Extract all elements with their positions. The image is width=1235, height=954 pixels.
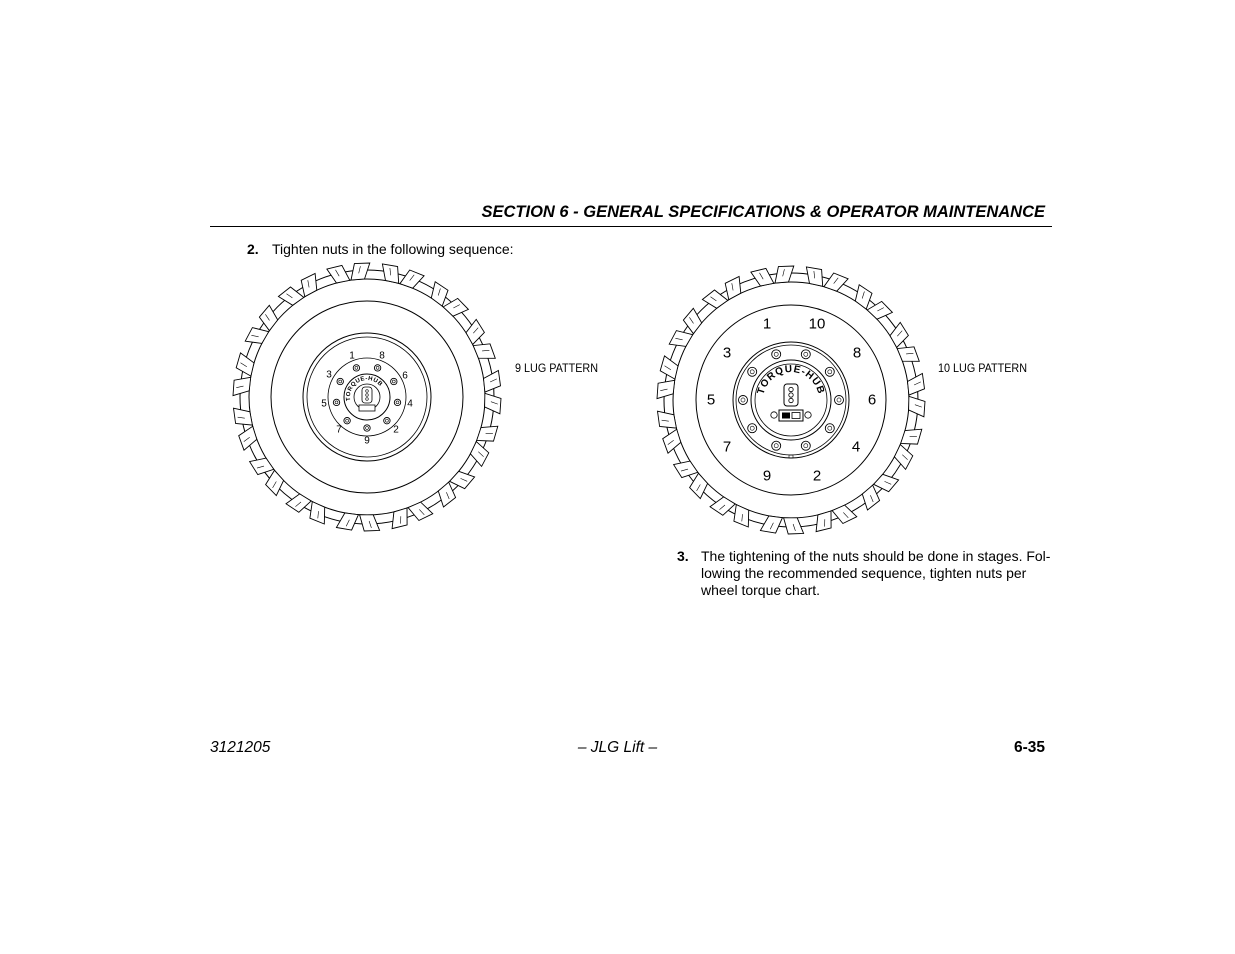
tread-lug — [351, 263, 370, 280]
tread-lug — [466, 319, 484, 344]
sequence-label: 5 — [321, 398, 327, 410]
tread-lug — [310, 502, 325, 524]
tread-lug — [855, 285, 872, 309]
step-number: 2. — [247, 241, 259, 257]
lug-nut — [344, 418, 350, 424]
tread-lug — [431, 282, 448, 306]
lug-nut — [394, 399, 400, 405]
tread-lug — [909, 396, 925, 417]
step-number: 3. — [677, 548, 689, 564]
lug-nut — [748, 367, 757, 376]
tread-lug — [669, 331, 693, 347]
lug-nut — [384, 418, 390, 424]
hub-plate-mark — [782, 413, 790, 419]
tread-lug — [663, 429, 681, 453]
figure-label-9-lug: 9 LUG PATTERN — [515, 361, 599, 375]
tread-lug — [473, 344, 495, 359]
lug-nut — [825, 424, 834, 433]
tread-lug — [477, 426, 498, 441]
tread-lug — [438, 482, 455, 507]
tread-lug — [239, 426, 257, 450]
lug-nut — [772, 441, 781, 450]
lug-nut — [374, 365, 380, 371]
step-text: Tighten nuts in the following sequence: — [272, 241, 514, 257]
tread-lug — [824, 273, 848, 291]
sequence-label: 3 — [326, 369, 332, 381]
hub-slot — [362, 387, 372, 403]
tread-lug — [862, 485, 879, 510]
tread-lug — [725, 277, 741, 300]
sequence-label: 6 — [867, 391, 877, 409]
tread-lug — [874, 474, 899, 491]
tread-lug — [392, 508, 407, 529]
section-title: SECTION 6 - GENERAL SPECIFICATIONS & OPERATOR MAINTENANCE — [481, 203, 1045, 221]
step-text — [701, 548, 1050, 599]
sequence-label: 7 — [722, 438, 732, 456]
sequence-label: 2 — [812, 467, 822, 485]
tread-lug — [443, 298, 468, 316]
lug-nut — [364, 425, 370, 431]
sequence-label: 7 — [336, 424, 342, 436]
sequence-label: 3 — [722, 344, 732, 362]
hub-plate — [359, 405, 375, 411]
lug-nut — [739, 396, 748, 405]
tread-lug — [470, 442, 488, 467]
page-number: 6-35 — [1013, 739, 1045, 756]
tread-lug — [734, 505, 749, 527]
tread-lug — [901, 429, 922, 444]
tread-lug — [894, 445, 912, 470]
lug-nut — [825, 367, 834, 376]
lug-nut — [772, 350, 781, 359]
lug-nut — [801, 441, 810, 450]
tread-lug — [897, 347, 919, 362]
tread-lug — [867, 301, 892, 319]
lug-nut — [337, 378, 343, 384]
sequence-label: 2 — [393, 424, 399, 436]
tread-lug — [485, 393, 501, 414]
document-number: 3121205 — [210, 739, 271, 756]
tread-lug — [245, 328, 269, 344]
lug-nut — [748, 424, 757, 433]
tread-lug — [816, 511, 831, 532]
step-text-line: lowing the recommended sequence, tighten nuts per — [701, 565, 1027, 581]
tread-lug — [832, 505, 857, 523]
tread-lug — [760, 516, 782, 533]
tread-lug — [690, 473, 708, 498]
tread-lug — [890, 322, 908, 347]
sequence-label: 5 — [706, 391, 716, 409]
tread-lug — [301, 274, 317, 297]
tread-lug — [674, 461, 698, 478]
sequence-label: 4 — [851, 438, 861, 456]
sequence-label: 6 — [402, 370, 408, 382]
sequence-label: 8 — [852, 344, 862, 362]
sequence-label: 8 — [379, 350, 385, 362]
tread-lug — [775, 266, 794, 283]
sequence-label: 9 — [762, 467, 772, 485]
wheel-9-lug-diagram — [227, 257, 507, 537]
hub-screw — [771, 412, 777, 418]
tread-lug — [236, 353, 254, 376]
step-text-line: wheel torque chart. — [701, 582, 821, 598]
hub-screw — [805, 412, 811, 418]
figure-label-10-lug: 10 LUG PATTERN — [938, 361, 1028, 375]
hub-brand-logo: TORQUE-HUB — [755, 363, 827, 396]
lug-nut — [835, 396, 844, 405]
sequence-label: 4 — [407, 398, 413, 410]
sequence-label: 10 — [808, 315, 826, 333]
tread-lug — [266, 470, 284, 495]
step-text-line: The tightening of the nuts should be done in stages. Fol- — [701, 548, 1051, 564]
tread-lug — [450, 471, 475, 488]
tread-lug — [660, 356, 678, 379]
tread-lug — [336, 513, 358, 530]
tread-lug — [250, 458, 274, 475]
lug-nut — [391, 378, 397, 384]
sequence-label: 1 — [349, 350, 355, 362]
footer-title: – JLG Lift – — [577, 739, 658, 756]
lug-nut — [333, 399, 339, 405]
hub-brand-logo: TORQUE-HUB — [345, 375, 384, 402]
header-rule — [210, 226, 1052, 227]
sequence-label: 1 — [762, 315, 772, 333]
tread-lug — [400, 270, 424, 288]
lug-nut — [801, 350, 810, 359]
wheel-10-lug-diagram — [651, 260, 931, 540]
lug-nut — [353, 365, 359, 371]
tread-lug — [408, 502, 433, 520]
sequence-label: 9 — [364, 435, 370, 447]
